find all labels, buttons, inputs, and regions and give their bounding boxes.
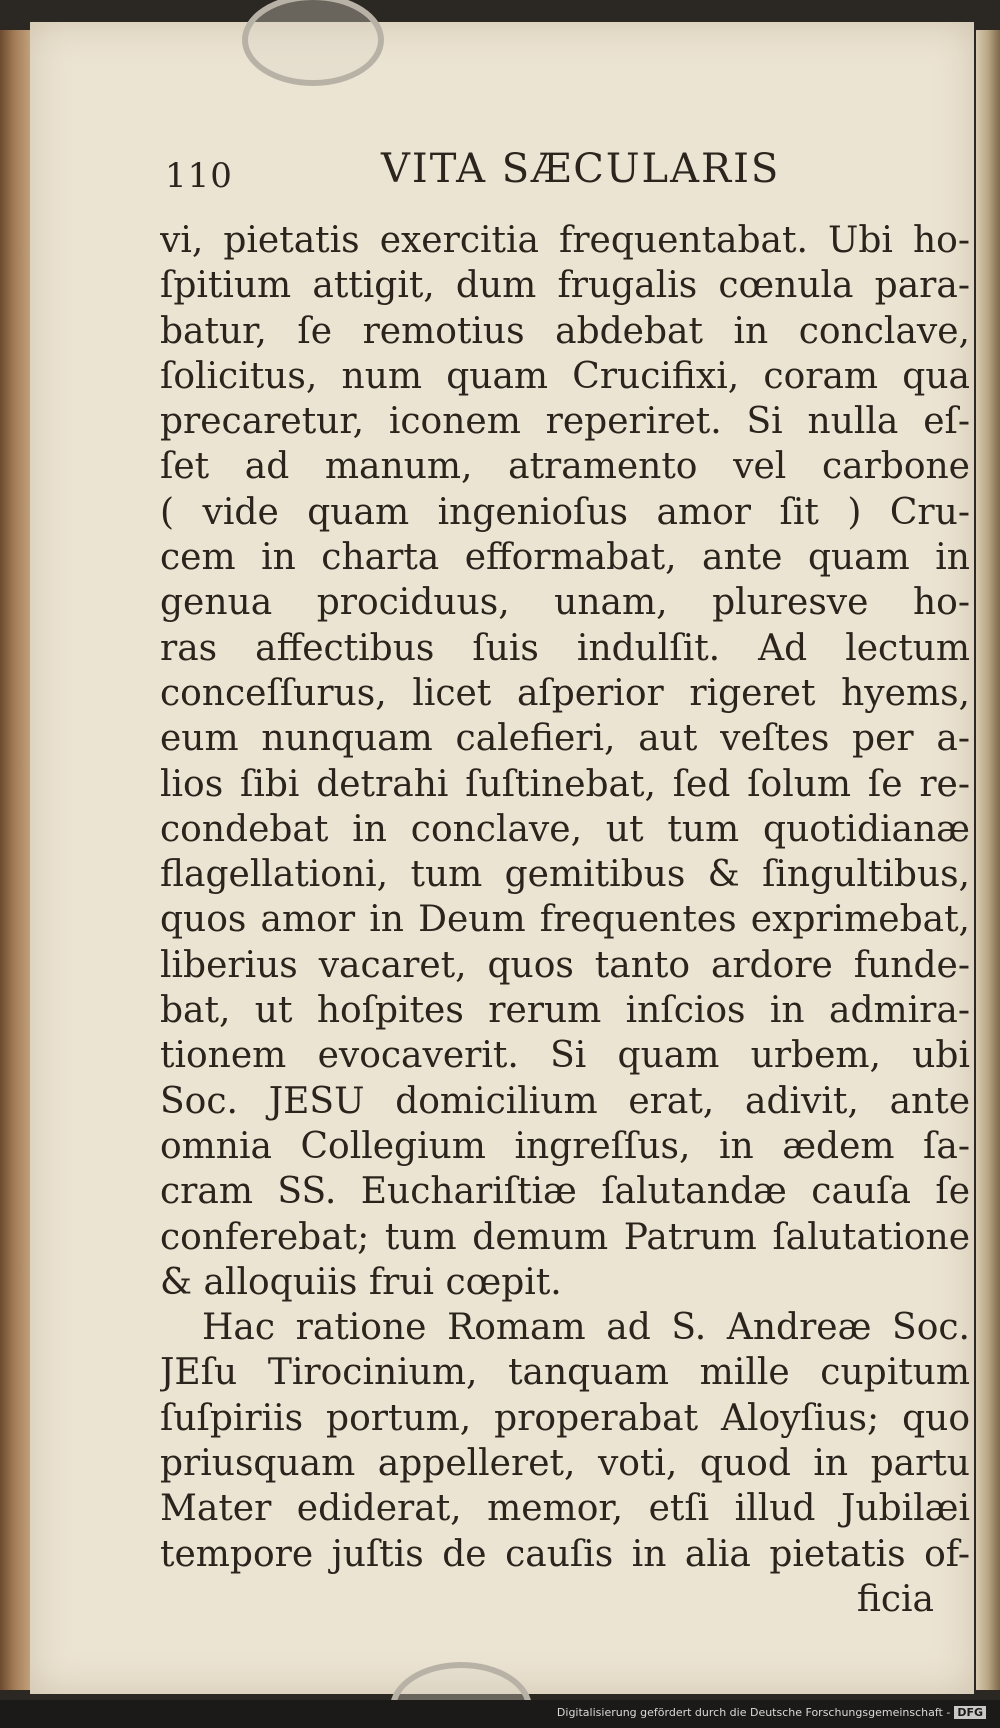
text-line: eum nunquam calefieri, aut veſtes per a-	[160, 718, 970, 760]
digitization-footer	[0, 1700, 1000, 1728]
page-clip-top	[242, 0, 384, 86]
text-line: lios ſibi detrahi ſuſtinebat, ſed ſolum ſe re-	[160, 763, 970, 805]
text-line: cem in charta efformabat, ante quam in	[160, 537, 970, 579]
text-line: cram SS. Euchariſtiæ ſalutandæ cauſa ſe	[160, 1171, 970, 1213]
text-line: liberius vacaret, quos tanto ardore funde-	[160, 944, 970, 986]
text-line: flagellationi, tum gemitibus & ſingultibus,	[160, 854, 970, 896]
dfg-logo: DFG	[954, 1706, 986, 1719]
text-line: priusquam appelleret, voti, quod in partu	[160, 1443, 970, 1485]
text-line: ſpitium attigit, dum frugalis cœnula para-	[160, 265, 970, 307]
text-line: Soc. JESU domicilium erat, adivit, ante	[160, 1080, 970, 1122]
page-header	[165, 142, 845, 202]
text-line: ( vide quam ingenioſus amor ſit ) Cru-	[160, 491, 970, 533]
funding-credit-text: Digitalisierung gefördert durch die Deutsche Forschungsgemeinschaft -	[556, 1706, 951, 1719]
page-number: 110	[165, 156, 233, 196]
book-edge-right	[976, 30, 1000, 1690]
text-line: vi, pietatis exercitia frequentabat. Ubi ho-	[160, 220, 970, 261]
text-line: conferebat; tum demum Patrum ſalutatione	[160, 1216, 970, 1258]
text-line: JEſu Tirocinium, tanquam mille cupitum	[160, 1352, 970, 1394]
body-text	[160, 218, 970, 1622]
text-line: ras affectibus ſuis indulſit. Ad lectum	[160, 627, 970, 669]
text-line: quos amor in Deum frequentes exprimebat,	[160, 899, 970, 941]
text-line: ſolicitus, num quam Crucifixi, coram qua	[160, 355, 970, 397]
text-line: batur, ſe remotius abdebat in conclave,	[160, 310, 970, 352]
text-line: tempore juſtis de cauſis in alia pietatis of-	[160, 1533, 970, 1575]
catchword: ficia	[856, 1578, 934, 1620]
text-line: bat, ut hoſpites rerum inſcios in admira-	[160, 990, 970, 1032]
text-line: conceſſurus, licet aſperior rigeret hyems,	[160, 672, 970, 714]
text-line: omnia Collegium ingreſſus, in ædem ſa-	[160, 1125, 970, 1167]
text-line: tionem evocaverit. Si quam urbem, ubi	[160, 1035, 970, 1077]
running-title: VITA SÆCULARIS	[381, 146, 781, 192]
funding-credit	[557, 1706, 986, 1719]
text-line: precaretur, iconem reperiret. Si nulla eſ-	[160, 401, 970, 443]
text-line: ſuſpiriis portum, properabat Aloyſius; quo	[160, 1397, 970, 1439]
text-line: Mater ediderat, memor, etſi illud Jubilæi	[160, 1488, 970, 1530]
text-line: genua prociduus, unam, pluresve ho-	[160, 582, 970, 624]
text-line: ſet ad manum, atramento vel carbone	[160, 446, 970, 488]
text-line-paragraph-start: Hac ratione Romam ad S. Andreæ Soc.	[202, 1307, 970, 1349]
text-line-paragraph-end: & alloquiis frui cœpit.	[160, 1261, 562, 1303]
text-line: condebat in conclave, ut tum quotidianæ	[160, 808, 970, 850]
book-edge-left	[0, 30, 34, 1690]
